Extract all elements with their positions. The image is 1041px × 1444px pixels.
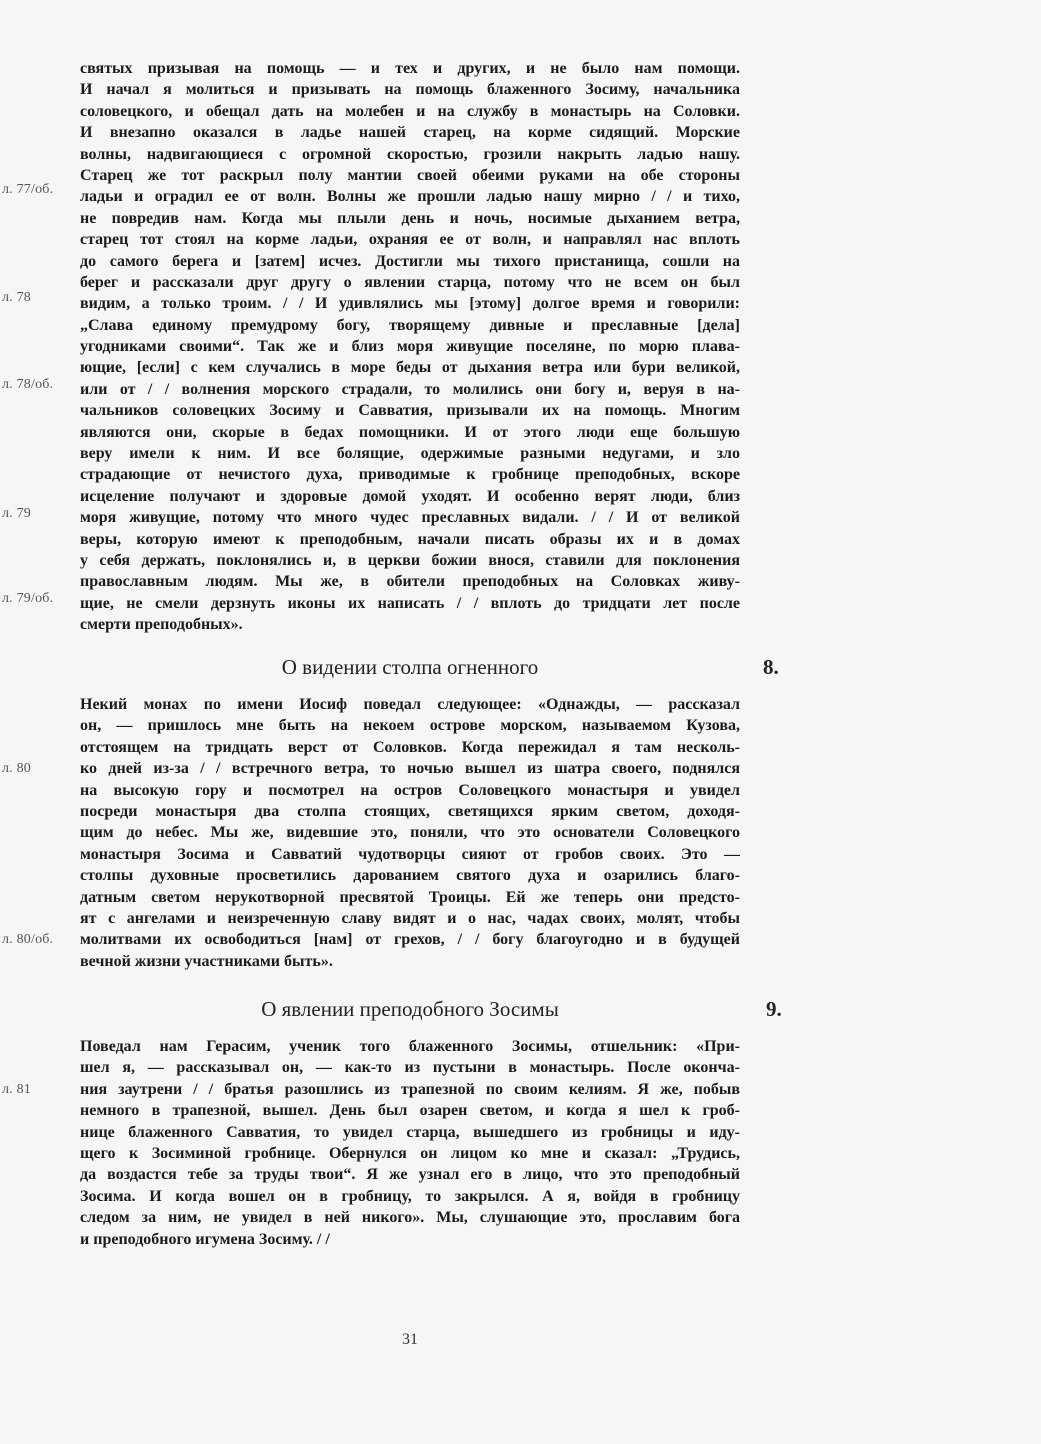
- text-line: монастыря Зосима и Савватий чудотворцы сияют от гробов своих. Это —: [80, 845, 740, 863]
- text-line: веру имели к ним. И все болящие, одержимые разными недугами, и зло: [80, 445, 740, 463]
- text-line: до самого берега и [затем] исчез. Достигли мы тихого пристанища, сошли на: [80, 252, 740, 270]
- section-number: 9.: [766, 997, 782, 1021]
- text-line: щим до небес. Мы же, видевшие это, поняли, что это основатели Соловецкого: [80, 824, 740, 842]
- text-line: и преподобного игумена Зосиму. / /: [80, 1230, 330, 1248]
- text-line: православным людям. Мы же, в обители преподобных на Соловках живу-: [80, 573, 740, 591]
- text-line: следом за ним, не увидел в ней никого». Мы, слушающие это, прославим бога: [80, 1209, 740, 1227]
- text-line: да воздастся тебе за труды твои“. Я же узнал его в лицо, что это преподобный: [80, 1166, 740, 1184]
- margin-note-folio: л. 78/об.: [2, 377, 54, 392]
- text-line: ния заутрени / / братья разошлись из трапезной по своим келиям. Я же, побыв: [80, 1080, 740, 1098]
- text-line: И внезапно оказался в ладье нашей старец, на корме сидящий. Морские: [80, 124, 740, 142]
- margin-note-folio: л. 80: [2, 761, 31, 776]
- text-line: не повредив нам. Когда мы плыли день и ночь, носимые дыханием ветра,: [80, 209, 740, 227]
- text-line: шел я, — рассказывал он, — как-то из пустыни в монастырь. После оконча-: [80, 1059, 740, 1077]
- text-line: страдающие от нечистого духа, приводимые к гробнице преподобных, вскоре: [80, 466, 740, 484]
- text-line: посреди монастыря два столпа стоящих, светящихся ярким светом, доходя-: [80, 802, 740, 820]
- text-line: Старец же тот раскрыл полу мантии своей обеими руками на обе стороны: [80, 166, 740, 184]
- text-line: смерти преподобных».: [80, 616, 243, 634]
- margin-note-folio: л. 81: [2, 1082, 31, 1097]
- text-line: старец тот стоял на корме ладьи, охраняя ее от волн, и направлял нас вплоть: [80, 231, 740, 249]
- paragraph-continuation: [80, 58, 740, 636]
- text-line: у себя держать, поклонялись и, в церкви божии внося, ставили для поклонения: [80, 551, 740, 569]
- text-line: он, — пришлось мне быть на некоем острове морском, называемом Кузова,: [80, 717, 740, 735]
- margin-note-folio: л. 79/об.: [2, 591, 54, 606]
- text-line: на высокую гору и посмотрел на остров Соловецкого монастыря и увидел: [80, 781, 740, 799]
- margin-note-folio: л. 80/об.: [2, 932, 54, 947]
- text-line: Зосима. И когда вошел он в гробницу, то закрылся. А я, войдя в гробницу: [80, 1187, 740, 1205]
- text-line: святых призывая на помощь — и тех и других, и не было нам помощи.: [80, 60, 740, 77]
- text-line: „Слава единому премудрому богу, творящему дивные и преславные [дела]: [80, 316, 740, 334]
- text-line: датным светом нерукотворной пресвятой Троицы. Ей же теперь они предсто-: [80, 888, 740, 906]
- text-line: ющие, [если] с кем случались в море беды от дыхания ветра или бури великой,: [80, 359, 740, 377]
- text-line: нице блаженного Савватия, то увидел старца, вышедшего из гробницы и иду-: [80, 1123, 740, 1141]
- text-line: щего к Зосиминой гробнице. Обернулся он лицом ко мне и сказал: „Трудись,: [80, 1144, 740, 1162]
- text-line: ко дней из-за / / встречного ветра, то ночью вышел из шатра своего, поднялся: [80, 760, 740, 778]
- text-line: Поведал нам Герасим, ученик того блаженного Зосимы, отшельник: «При-: [80, 1038, 740, 1055]
- text-line: чальников соловецких Зосиму и Савватия, призывали их на помощь. Многим: [80, 402, 740, 420]
- page-number: 31: [402, 1331, 418, 1348]
- text-line: вечной жизни участниками быть».: [80, 952, 333, 970]
- text-line: исцеление получают и здоровые домой уходят. И особенно верят люди, близ: [80, 487, 740, 505]
- margin-note-folio: л. 77/об.: [2, 182, 54, 197]
- section-8-text: [80, 694, 740, 972]
- text-line: щие, не смели дерзнуть иконы их написать / / вплоть до тридцати лет после: [80, 594, 740, 612]
- text-line: ладьи и оградил ее от волн. Волны же прошли ладью нашу мирно / / и тихо,: [80, 188, 740, 206]
- margin-note-folio: л. 78: [2, 290, 31, 305]
- text-line: немного в трапезной, вышел. День был озарен светом, и когда я шел к гроб-: [80, 1102, 740, 1120]
- text-line: или от / / волнения морского страдали, то молились они богу и, веруя в на-: [80, 380, 740, 398]
- text-line: столпы духовные просветились дарованием святого духа и озарились благо-: [80, 867, 740, 885]
- text-line: молитвами их освободиться [нам] от грехов, / / богу благоугодно и в будущей: [80, 931, 740, 949]
- section-number: 8.: [763, 655, 779, 679]
- text-line: соловецкого, и обещал дать на молебен и на службу в монастырь на Соловки.: [80, 102, 740, 120]
- text-line: отстоящем на тридцать верст от Соловков. Когда пережидал я там несколь-: [80, 738, 740, 756]
- text-line: веры, которую имеют к преподобным, начали писать образы их и в домах: [80, 530, 740, 548]
- text-line: видим, а только троим. / / И удивлялись мы [этому] долгое время и говорили:: [80, 295, 740, 313]
- text-line: моря живущие, потому что много чудес преславных видали. / / И от великой: [80, 509, 740, 527]
- section-heading: О явлении преподобного Зосимы: [261, 997, 559, 1021]
- margin-note-folio: л. 79: [2, 506, 31, 521]
- section-heading: О видении столпа огненного: [281, 655, 539, 679]
- text-line: угодниками своими“. Так же и близ моря живущие поселяне, по морю плава-: [80, 338, 740, 356]
- section-9-text: [80, 1036, 740, 1250]
- text-line: являются они, скорые в бедах помощники. И от этого люди еще большую: [80, 423, 740, 441]
- text-line: ят с ангелами и неизреченную славу видят и о нас, чадах своих, молят, чтобы: [80, 909, 740, 927]
- text-line: И начал я молиться и призывать на помощь блаженного Зосиму, начальника: [80, 81, 740, 99]
- text-line: волны, надвигающиеся с огромной скоростью, грозили накрыть ладью нашу.: [80, 145, 740, 163]
- text-line: берег и рассказали друг другу о явлении старца, потому что не всем он был: [80, 273, 740, 291]
- text-line: Некий монах по имени Иосиф поведал следующее: «Однажды, — рассказал: [80, 696, 740, 713]
